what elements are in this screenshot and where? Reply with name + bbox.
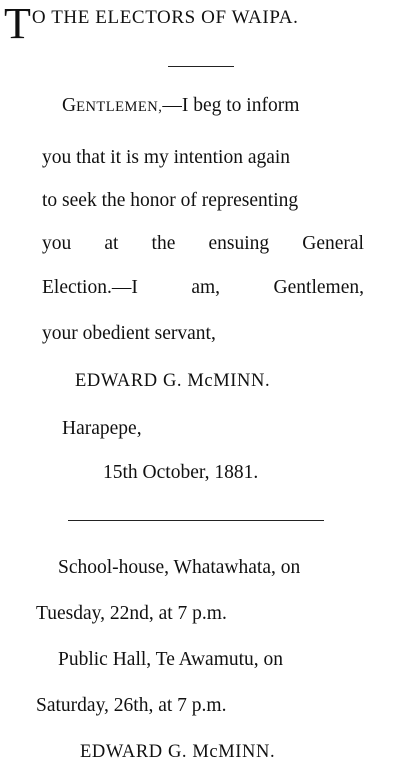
date-line: 15th October, 1881. [103, 462, 259, 483]
word: at [104, 233, 119, 254]
salutation-text: —I beg to inform [162, 95, 300, 116]
salutation-line [62, 94, 299, 119]
place-line: Harapepe, [62, 418, 142, 439]
word: ensuing [208, 233, 270, 254]
word: the [151, 233, 176, 254]
closing-signature: EDWARD G. McMINN. [80, 742, 276, 762]
signature: EDWARD G. McMINN. [75, 371, 271, 391]
salutation-initial: G [62, 95, 77, 116]
word: Gentlemen, [273, 277, 364, 298]
short-divider [168, 66, 234, 67]
meeting-line: School-house, Whatawhata, on [58, 557, 301, 578]
word: you [42, 233, 72, 254]
notice-title [4, 2, 298, 46]
title-text: O THE ELECTORS OF WAIPA. [31, 7, 299, 28]
word: am, [191, 277, 221, 298]
body-line: to seek the honor of representing [42, 190, 299, 211]
dropcap-letter: T [4, 0, 31, 48]
word: Election.—I [42, 277, 138, 298]
long-divider [68, 520, 324, 521]
body-line: you that it is my intention again [42, 147, 291, 168]
salutation-rest: ENTLEMEN, [76, 99, 163, 115]
meeting-line: Public Hall, Te Awamutu, on [58, 649, 284, 670]
word: General [302, 233, 364, 254]
body-line: your obedient servant, [42, 323, 216, 344]
meeting-line: Saturday, 26th, at 7 p.m. [36, 695, 227, 716]
body-line-justified [42, 232, 364, 256]
body-line-justified [42, 276, 364, 300]
meeting-line: Tuesday, 22nd, at 7 p.m. [36, 603, 227, 624]
